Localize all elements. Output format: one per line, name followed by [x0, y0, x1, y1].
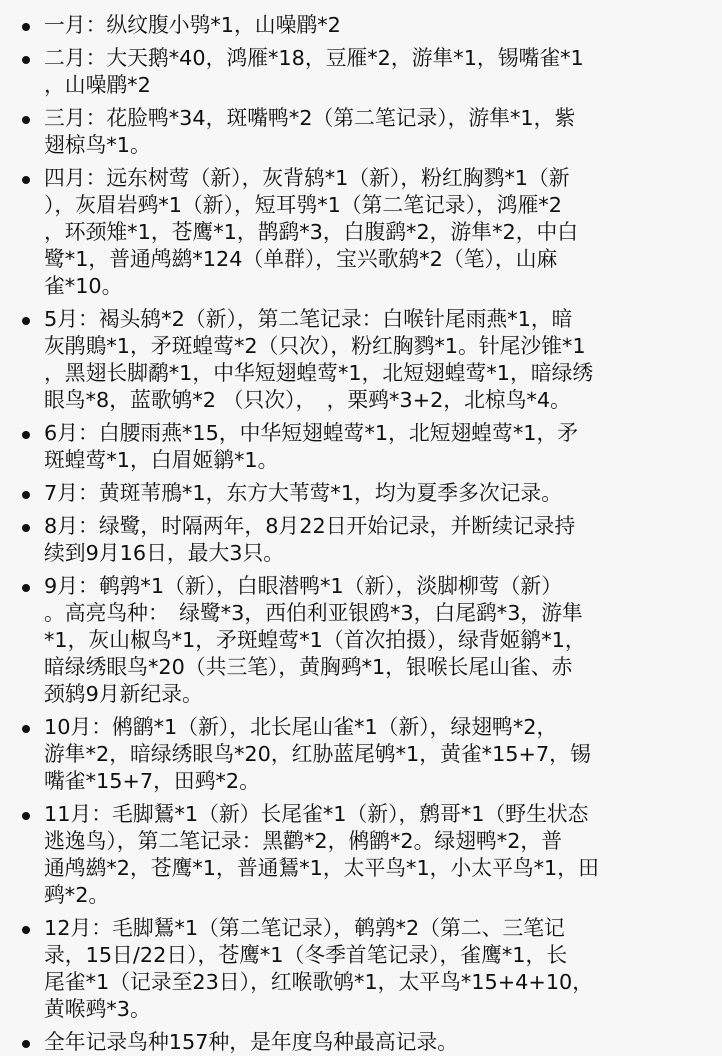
- bullet-icon: [22, 725, 30, 733]
- bullet-icon: [22, 56, 30, 64]
- list-item: [20, 1029, 714, 1056]
- entry-text-line: 鹭*1，普通鸬鹚*124（单群），宝兴歌鸫*2（笔），山麻: [44, 247, 558, 271]
- entry-text-line: 通鸬鹚*2，苍鹰*1，普通鵟*1，太平鸟*1，小太平鸟*1，田: [44, 856, 599, 880]
- bullet-icon: [22, 116, 30, 124]
- entry-text-line: 一月：纵纹腹小鸮*1，山噪鹛*2: [44, 13, 341, 37]
- bullet-icon: [22, 491, 30, 499]
- entry-text-line: 灰鹃鵙*1，矛斑蝗莺*2（只次），粉红胸鹨*1。针尾沙锥*1: [44, 334, 586, 358]
- entry-text-line: ，山噪鹛*2: [44, 73, 151, 97]
- list-item: [20, 801, 714, 909]
- entry-text-line: ，黑翅长脚鹬*1，中华短翅蝗莺*1，北短翅蝗莺*1，暗绿绣: [44, 361, 594, 385]
- entry-text-line: 三月：花脸鸭*34，斑嘴鸭*2（第二笔记录），游隼*1，紫: [44, 106, 576, 130]
- list-item: [20, 915, 714, 1023]
- entry-text-line: 游隼*2，暗绿绣眼鸟*20，红胁蓝尾鸲*1，黄雀*15+7，锡: [44, 742, 591, 766]
- entry-text-line: 颈鸫9月新纪录。: [44, 682, 203, 706]
- entry-text-line: 逃逸鸟），第二笔记录：黑鹳*2，鸺鹠*2。绿翅鸭*2，普: [44, 829, 563, 853]
- entry-text-line: ），灰眉岩鹀*1（新），短耳鸮*1（第二笔记录），鸿雁*2: [44, 193, 563, 217]
- bullet-icon: [22, 584, 30, 592]
- entry-text-line: *1，灰山椒鸟*1，矛斑蝗莺*1（首次拍摄），绿背姬鹟*1，: [44, 628, 586, 652]
- entry-text-line: 斑蝗莺*1，白眉姬鹟*1。: [44, 448, 279, 472]
- list-item: [20, 45, 714, 99]
- entry-text-line: 嘴雀*15+7，田鹀*2。: [44, 769, 260, 793]
- bullet-icon: [22, 317, 30, 325]
- entry-text-line: 眼鸟*8，蓝歌鸲*2 （只次）， ，栗鹀*3+2，北椋鸟*4。: [44, 388, 571, 412]
- bullet-icon: [22, 1040, 30, 1048]
- entry-text-line: 11月：毛脚鵟*1（新）长尾雀*1（新），鹩哥*1（野生状态: [44, 802, 589, 826]
- bullet-icon: [22, 524, 30, 532]
- bullet-icon: [22, 812, 30, 820]
- entry-text-line: 翅椋鸟*1。: [44, 133, 151, 157]
- list-item: [20, 480, 714, 507]
- entry-text-line: 。高亮鸟种： 绿鹭*3，西伯利亚银鸥*3，白尾鹞*3，游隼: [44, 601, 583, 625]
- entry-text-line: 录，15日/22日），苍鹰*1（冬季首笔记录），雀鹰*1，长: [44, 943, 568, 967]
- entry-text-line: 5月：褐头鸫*2（新），第二笔记录：白喉针尾雨燕*1，暗: [44, 307, 573, 331]
- entry-text-line: 9月：鹌鹑*1（新），白眼潜鸭*1（新），淡脚柳莺（新）: [44, 574, 563, 598]
- entry-text-line: 12月：毛脚鵟*1（第二笔记录），鹌鹑*2（第二、三笔记: [44, 916, 565, 940]
- entry-text-line: 鹀*2。: [44, 883, 110, 907]
- entry-text-line: 10月：鸺鹠*1（新），北长尾山雀*1（新），绿翅鸭*2，: [44, 715, 558, 739]
- list-item: [20, 714, 714, 795]
- list-item: [20, 12, 714, 39]
- list-item: [20, 306, 714, 414]
- entry-text-line: 6月：白腰雨燕*15，中华短翅蝗莺*1，北短翅蝗莺*1，矛: [44, 421, 579, 445]
- entry-text-line: 四月：远东树莺（新），灰背鸫*1（新），粉红胸鹨*1（新: [44, 166, 570, 190]
- list-item: [20, 573, 714, 708]
- bird-record-list: [20, 12, 714, 1056]
- list-item: [20, 513, 714, 567]
- bullet-icon: [22, 431, 30, 439]
- entry-text-line: 二月：大天鹅*40，鸿雁*18，豆雁*2，游隼*1，锡嘴雀*1: [44, 46, 584, 70]
- bullet-icon: [22, 23, 30, 31]
- entry-text-line: 尾雀*1（记录至23日），红喉歌鸲*1，太平鸟*15+4+10，: [44, 970, 594, 994]
- list-item: [20, 165, 714, 300]
- entry-text-line: 全年记录鸟种157种，是年度鸟种最高记录。: [44, 1030, 459, 1054]
- list-item: [20, 105, 714, 159]
- entry-text-line: 暗绿绣眼鸟*20（共三笔），黄胸鹀*1，银喉长尾山雀、赤: [44, 655, 573, 679]
- entry-text-line: 雀*10。: [44, 274, 123, 298]
- entry-text-line: 黄喉鹀*3。: [44, 997, 151, 1021]
- bullet-icon: [22, 176, 30, 184]
- entry-text-line: ，环颈雉*1，苍鹰*1，鹊鹞*3，白腹鹞*2，游隼*2，中白: [44, 220, 579, 244]
- entry-text-line: 8月：绿鹭，时隔两年，8月22日开始记录，并断续记录持: [44, 514, 576, 538]
- bullet-icon: [22, 926, 30, 934]
- list-item: [20, 420, 714, 474]
- entry-text-line: 7月：黄斑苇鳽*1，东方大苇莺*1，均为夏季多次记录。: [44, 481, 563, 505]
- entry-text-line: 续到9月16日，最大3只。: [44, 541, 285, 565]
